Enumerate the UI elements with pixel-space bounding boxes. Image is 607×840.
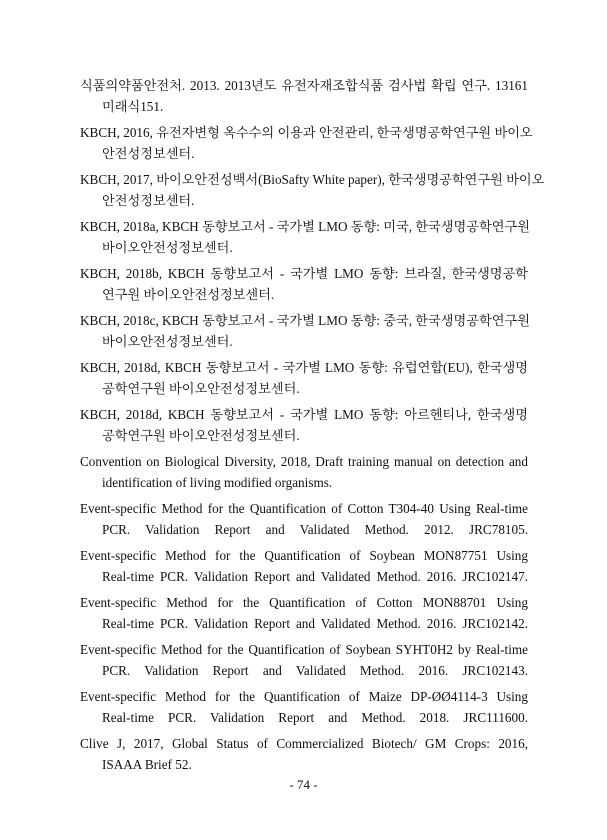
reference-line-first: Convention on Biological Diversity, 2018, Draft training manual on detection and — [80, 454, 528, 469]
reference-line-first: Event-specific Method for the Quantification of Soybean SYHT0H2 by Real-time — [80, 642, 528, 657]
reference-line-first: KBCH, 2017, 바이오안전성백서(BioSafty White paper), 한국생명공학연구원 바이오 — [80, 172, 545, 187]
reference-line-continuation: 연구원 바이오안전성정보센터. — [102, 287, 275, 302]
reference-line-continuation: Real-time PCR. Validation Report and Method. 2018. JRC111600. — [102, 710, 528, 725]
reference-list — [80, 75, 545, 780]
reference-line-continuation: 바이오안전성정보센터. — [102, 240, 233, 255]
reference-entry — [80, 592, 528, 634]
reference-entry — [80, 639, 528, 681]
reference-entry — [80, 357, 528, 399]
reference-entry — [80, 169, 545, 211]
reference-line-first: 식품의약품안전처. 2013. 2013년도 유전자재조합식품 검사법 확립 연구. 13161 — [80, 78, 528, 93]
reference-line-continuation: 공학연구원 바이오안전성정보센터. — [102, 428, 300, 443]
reference-line-continuation: 안전성정보센터. — [102, 193, 195, 208]
reference-line-continuation: 공학연구원 바이오안전성정보센터. — [102, 381, 300, 396]
reference-line-first: Event-specific Method for the Quantification of Soybean MON87751 Using — [80, 548, 528, 563]
reference-entry — [80, 75, 528, 117]
reference-line-continuation: 미래식151. — [102, 99, 164, 114]
reference-entry — [80, 451, 528, 493]
reference-line-first: KBCH, 2018b, KBCH 동향보고서 - 국가별 LMO 동향: 브라질, 한국생명공학 — [80, 266, 528, 281]
reference-entry — [80, 686, 528, 728]
reference-line-first: Event-specific Method for the Quantification of Cotton T304-40 Using Real-time — [80, 501, 528, 516]
reference-line-continuation: identification of living modified organisms. — [102, 475, 333, 490]
reference-line-first: KBCH, 2018a, KBCH 동향보고서 - 국가별 LMO 동향: 미국, 한국생명공학연구원 — [80, 219, 530, 234]
reference-line-continuation: Real-time PCR. Validation Report and Validated Method. 2016. JRC102147. — [102, 569, 528, 584]
reference-line-first: Event-specific Method for the Quantification of Maize DP-ØØ4114-3 Using — [80, 689, 528, 704]
reference-line-continuation: Real-time PCR. Validation Report and Validated Method. 2016. JRC102142. — [102, 616, 528, 631]
reference-line-first: KBCH, 2016, 유전자변형 옥수수의 이용과 안전관리, 한국생명공학연구원 바이오 — [80, 125, 533, 140]
reference-entry — [80, 545, 528, 587]
page-number: - 74 - — [289, 777, 318, 792]
reference-entry — [80, 404, 528, 446]
reference-entry — [80, 310, 528, 352]
reference-entry — [80, 122, 533, 164]
reference-line-first: Clive J, 2017, Global Status of Commercialized Biotech/ GM Crops: 2016, — [80, 736, 528, 751]
reference-line-first: KBCH, 2018d, KBCH 동향보고서 - 국가별 LMO 동향: 아르헨티나, 한국생명 — [80, 407, 528, 422]
reference-line-continuation: 안전성정보센터. — [102, 146, 195, 161]
reference-line-continuation: 바이오안전성정보센터. — [102, 334, 233, 349]
reference-line-first: KBCH, 2018c, KBCH 동향보고서 - 국가별 LMO 동향: 중국, 한국생명공학연구원 — [80, 313, 530, 328]
reference-entry — [80, 263, 528, 305]
reference-line-continuation: PCR. Validation Report and Validated Method. 2012. JRC78105. — [102, 522, 528, 537]
reference-line-first: KBCH, 2018d, KBCH 동향보고서 - 국가별 LMO 동향: 유럽연합(EU), 한국생명 — [80, 360, 528, 375]
reference-line-first: Event-specific Method for the Quantification of Cotton MON88701 Using — [80, 595, 528, 610]
reference-line-continuation: PCR. Validation Report and Validated Method. 2016. JRC102143. — [102, 663, 528, 678]
reference-entry — [80, 498, 528, 540]
reference-entry — [80, 216, 528, 258]
reference-line-continuation: ISAAA Brief 52. — [102, 757, 192, 772]
reference-entry — [80, 733, 528, 775]
